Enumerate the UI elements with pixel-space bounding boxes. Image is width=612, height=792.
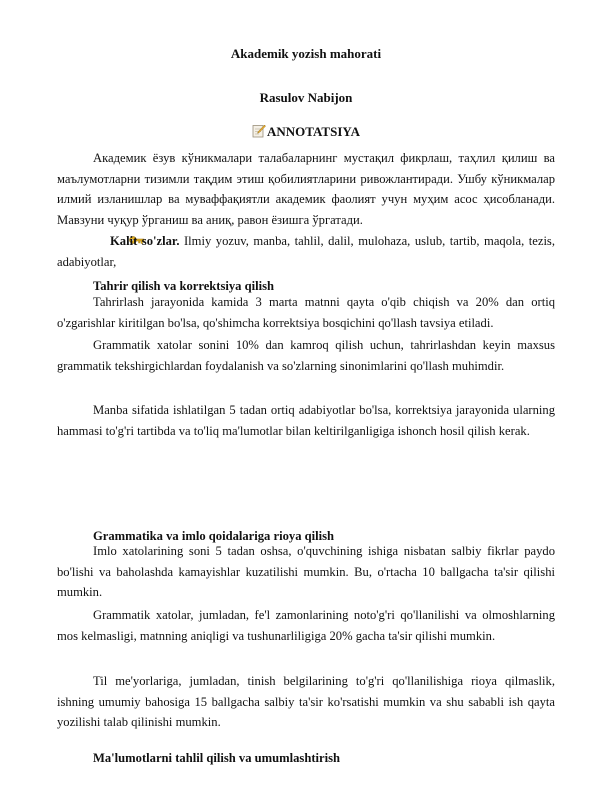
- annotation-heading: ANNOTATSIYA: [267, 124, 360, 139]
- section-grammar-paragraph-1: [57, 541, 555, 603]
- keywords-text: Ilmiy yozuv, manba, tahlil, dalil, mulohaza, uslub, tartib, maqola, tezis, adabiyotlar,: [57, 234, 555, 269]
- section-heading-data-analysis: Ma'lumotlarni tahlil qilish va umumlashtirish: [93, 751, 341, 765]
- keywords-paragraph: [57, 231, 555, 272]
- annotation-text: Академик ёзув кўникмалари талабаларнинг мустақил фикрлаш, таҳлил қилиш ва маълумотларни тизимли тақдим этиш қобилиятларини ривожлантиради. Ушбу кўникмалар илмий изланишлар ва муваффақиятли академик фаолият учун муҳим асос ҳисобланади. Мавзуни чуқур ўрганиш ва аниқ, равон ёзишга ўргатади.: [57, 151, 555, 227]
- document-author: Rasulov Nabijon: [259, 90, 353, 105]
- annotation-text-block: [57, 148, 555, 230]
- section-grammar-paragraph-3: [57, 671, 555, 733]
- section-grammar-paragraph-2: [57, 605, 555, 646]
- key-icon: [93, 232, 109, 244]
- paragraph-text: Tahrirlash jarayonida kamida 3 marta matnni qayta o'qib chiqish va 20% dan ortiq o'zgarishlar kiritilgan bo'lsa, qo'shimcha korrektsiya bosqichini qo'llash tavsiya etiladi.: [57, 295, 555, 330]
- paragraph-text: Grammatik xatolar, jumladan, fe'l zamonlarining noto'g'ri qo'llanilishi va olmoshlarning mos kelmasligi, matnning aniqligi va tushunarliligiga 20% gacha ta'sir qilishi mumkin.: [57, 608, 555, 643]
- paragraph-text: Grammatik xatolar sonini 10% dan kamroq qilish uchun, tahrirlashdan keyin maxsus grammatik tekshirgichlardan foydalanish va so'zlarning sinonimlarini qo'llash muhimdir.: [57, 338, 555, 373]
- pencil-memo-icon: [252, 124, 266, 138]
- section-heading-grammar: Grammatika va imlo qoidalariga rioya qilish: [93, 529, 335, 543]
- keywords-label: Kalit so'zlar.: [110, 234, 180, 248]
- paragraph-text: Imlo xatolarining soni 5 tadan oshsa, o'quvchining ishiga nisbatan salbiy fikrlar paydo bo'lishi va baholashda kamayishlar kuzatilishi mumkin. Bu, o'rtacha 10 ballgacha ta'sir qilishi mumkin.: [57, 544, 555, 599]
- document-title: Akademik yozish mahorati: [230, 46, 382, 61]
- paragraph-text: Manba sifatida ishlatilgan 5 tadan ortiq adabiyotlar bo'lsa, korrektsiya jarayonida ularning hammasi to'g'ri tartibda va to'liq ma'lumotlar bilan keltirilganligiga ishonch hosil qilish kerak.: [57, 403, 555, 438]
- annotation-heading-row: [0, 124, 612, 140]
- keywords-block: [57, 231, 555, 272]
- paragraph-text: Til me'yorlariga, jumladan, tinish belgilarining to'g'ri qo'llanilishiga rioya qilmaslik, ishning umumiy bahosiga 15 ballgacha salbiy ta'sir ko'rsatishi mumkin va shu sababli ish qayta yozilishi talab qilinishi mumkin.: [57, 674, 555, 729]
- section-heading-editing: Tahrir qilish va korrektsiya qilish: [93, 279, 275, 293]
- section-editing-paragraph-3: [57, 400, 555, 441]
- section-editing-paragraph-2: [57, 335, 555, 376]
- section-editing-paragraph-1: [57, 292, 555, 333]
